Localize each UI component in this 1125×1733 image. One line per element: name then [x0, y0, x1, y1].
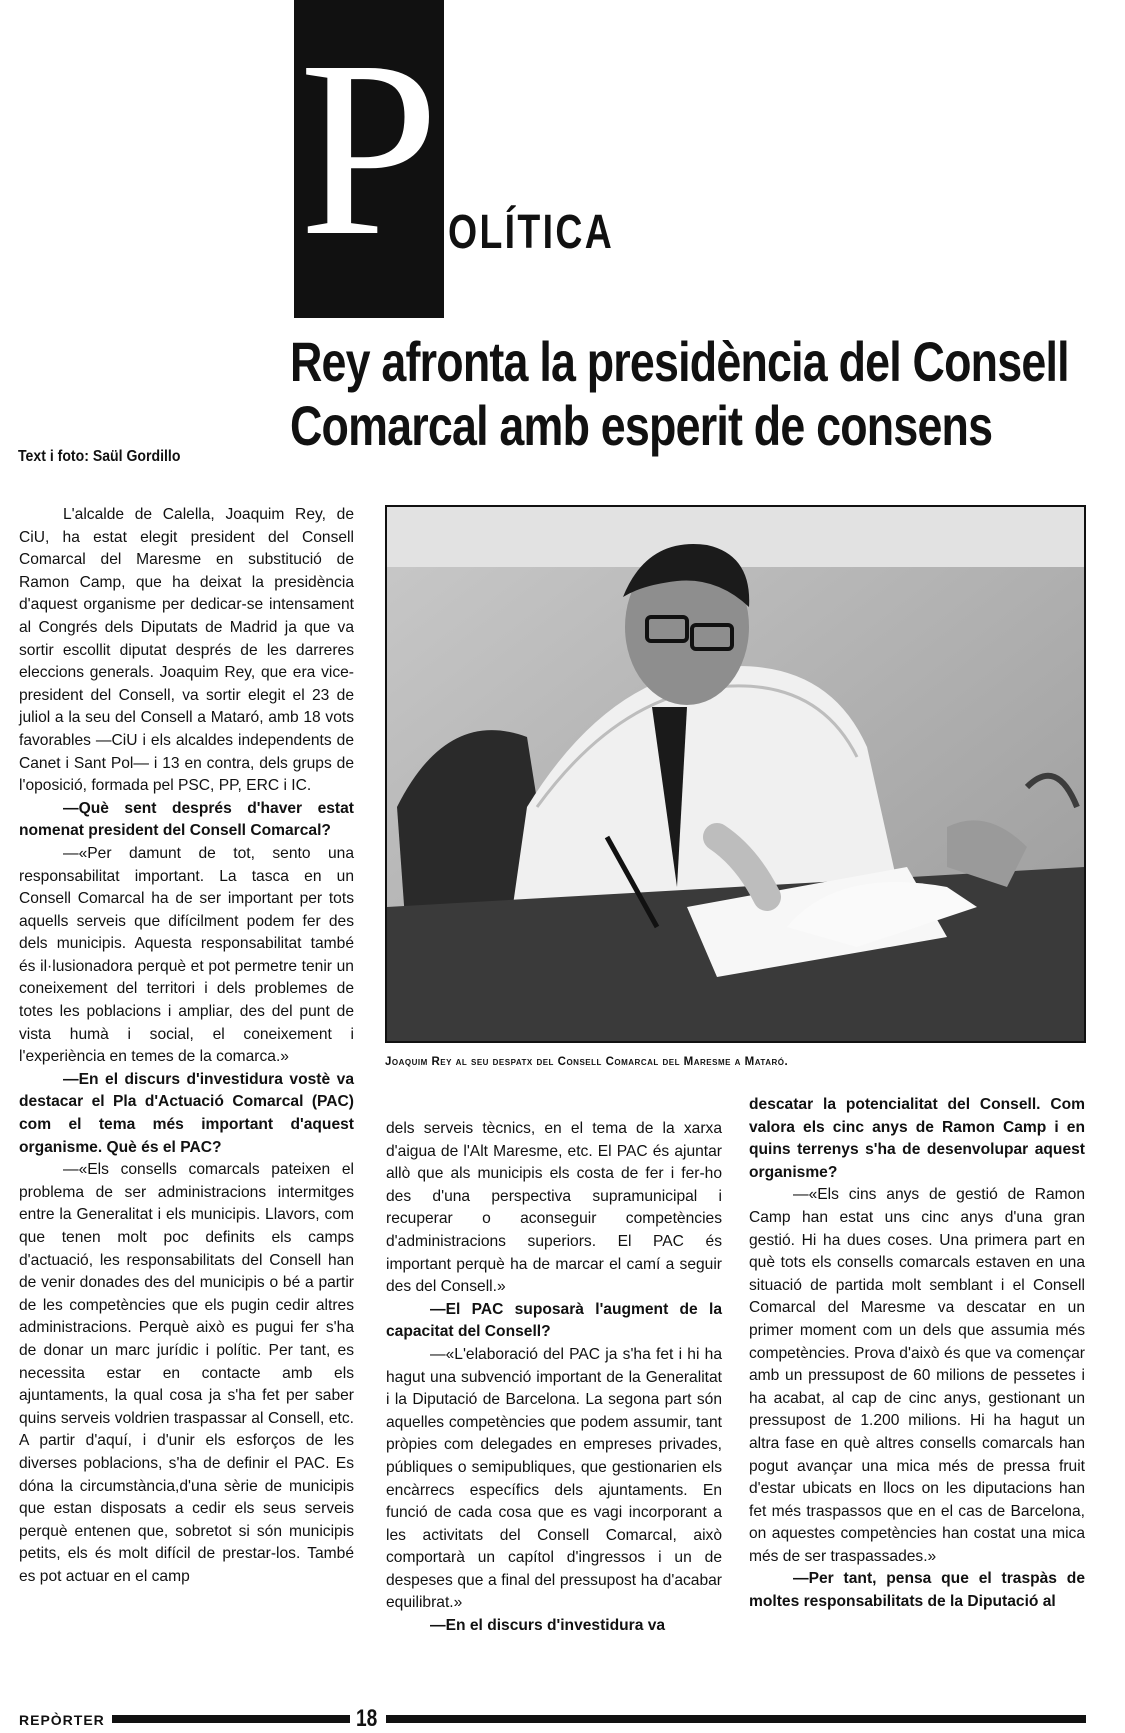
interview-question: —Què sent després d'haver estat nomenat president del Consell Comarcal? [19, 799, 354, 840]
paragraph: —«L'elaboració del PAC ja s'ha fet i hi ha hagut una subvenció important de la Generalitat i la Diputació de Barcelona. La segona part són aquelles competències que podem assumir, tant pròpies com delegades en empreses privades, públiques o semipubliques, que gestionarien els encàrrecs específics dels ajuntaments. En funció de cada cosa que es vagi incorporant a les activitats del Consell Comarcal, això comportarà un capítol d'ingressos i un de despeses que a final del pressupost ha d'acabar equilibrat.» [386, 1345, 722, 1612]
headline-line-1: Rey afronta la presidència del Consell [290, 330, 1069, 393]
section-title: OLÍTICA [448, 206, 615, 259]
interview-question: —Per tant, pensa que el traspàs de moltes responsabilitats de la Diputació al [749, 1570, 1085, 1611]
article-photo [385, 505, 1086, 1043]
paragraph: dels serveis tècnics, en el tema de la xarxa d'aigua de l'Alt Maresme, etc. El PAC és ajuntar allò que als municipis els costa de fer i fer-ho des d'una perspectiva supramunicipal i recuperar o aconseguir competències d'administracions superiors. El PAC és important perquè ha de marcar el camí a seguir des del Consell.» [386, 1120, 722, 1296]
page-number: 18 [356, 1705, 378, 1732]
interview-question: —En el discurs d'investidura vostè va destacar el Pla d'Actuació Comarcal (PAC) com el tema més important d'aquest organisme. Què és el PAC? [19, 1070, 354, 1156]
article-column-1 [19, 504, 354, 1589]
paragraph: —«Els cins anys de gestió de Ramon Camp han estat uns cinc anys d'una gran gestió. Hi ha dues coses. Una primera part en què tots els consells comarcals estaven en una situació de partida molt semblant i el Consell Comarcal del Maresme va descatar en un primer moment com un dels que assumia més competències. Prova d'això és que va començar amb un pressupost de 60 milions de pessetes i ha acabat, al cap de cinc anys, gestionant un pressupost de 1.200 milions. Hi ha hagut un altra fase en què altres consells comarcals han pogut avançar una mica més de pressa fruit d'estar ubicats en llocs on les diputacions han fet més traspassos que en el cas de Barcelona, on aquestes competències han costat una mica més de ser traspassades.» [749, 1186, 1085, 1565]
article-headline [290, 330, 1069, 458]
footer-rule-right [386, 1715, 1086, 1723]
photo-illustration [387, 507, 1084, 1041]
section-drop-cap [294, 0, 444, 318]
article-column-2 [386, 1118, 722, 1638]
byline: Text i foto: Saül Gordillo [18, 448, 181, 465]
interview-question: descatar la potencialitat del Consell. Com valora els cinc anys de Ramon Camp i en quins terrenys s'ha de desenvolupar aquest organisme? [749, 1096, 1085, 1181]
paragraph: L'alcalde de Calella, Joaquim Rey, de CiU, ha estat elegit president del Consell Comarcal del Maresme en substitució de Ramon Camp, que ha deixat la presidència d'aquest organisme per dedicar-se intensament al Congrés dels Diputats de Madrid ja que va sortir escollit diputat després de les darreres eleccions generals. Joaquim Rey, que era vice-president del Consell, va sortir elegit el 23 de juliol a la seu del Consell a Mataró, amb 18 vots favorables —CiU i els alcaldes independents de Canet i Sant Pol— i 13 en contra, dels grups de l'oposició, formada pel PSC, PP, ERC i IC. [19, 506, 354, 795]
drop-cap-letter: P [298, 8, 440, 288]
interview-question: —El PAC suposarà l'augment de la capacitat del Consell? [386, 1300, 722, 1341]
photo-caption: Joaquim Rey al seu despatx del Consell Comarcal del Maresme a Mataró. [385, 1056, 789, 1068]
paragraph: —«Els consells comarcals pateixen el problema de ser administracions intermitges entre la Generalitat i els municipis. Llavors, com que tenen molt poc definits els camps d'actuació, les responsabilitats del Consell han de venir donades des del municipis o bé a partir de les competències que els pugin cedir altres administracions. Perquè això es pugui fer s'ha de donar un marc jurídic i polític. Per tant, es necessita estar en contacte amb els ajuntaments, la qual cosa ja s'ha fet per saber quins serveis voldrien traspassar al Consell, etc. A partir d'aquí, i d'unir els esforços de les diverses poblacions, s'ha de definir el PAC. Es dóna la circumstància,d'una sèrie de municipis que estan disposats a cedir els seus serveis perquè entenen que, sobretot si són municipis petits, els és molt difícil de prestar-los. També es pot actuar en el camp [19, 1161, 354, 1585]
article-column-3 [749, 1094, 1085, 1614]
paragraph: —«Per damunt de tot, sento una responsabilitat important. La tasca en un Consell Comarcal ha de ser important per tots aquells serveis que difícilment podem fer des dels municipis. Aquesta responsabilitat també és il·lusionadora perquè et pot permetre tenir un coneixement del territori i dels problemes de totes les poblacions i ampliar, des del punt de vista humà i social, el coneixement i l'experiència en temes de la comarca.» [19, 844, 354, 1066]
footer-rule-left [112, 1715, 350, 1723]
publication-name: REPÒRTER [19, 1712, 105, 1728]
interview-question: —En el discurs d'investidura va [430, 1617, 666, 1635]
headline-line-2: Comarcal amb esperit de consens [290, 394, 993, 457]
